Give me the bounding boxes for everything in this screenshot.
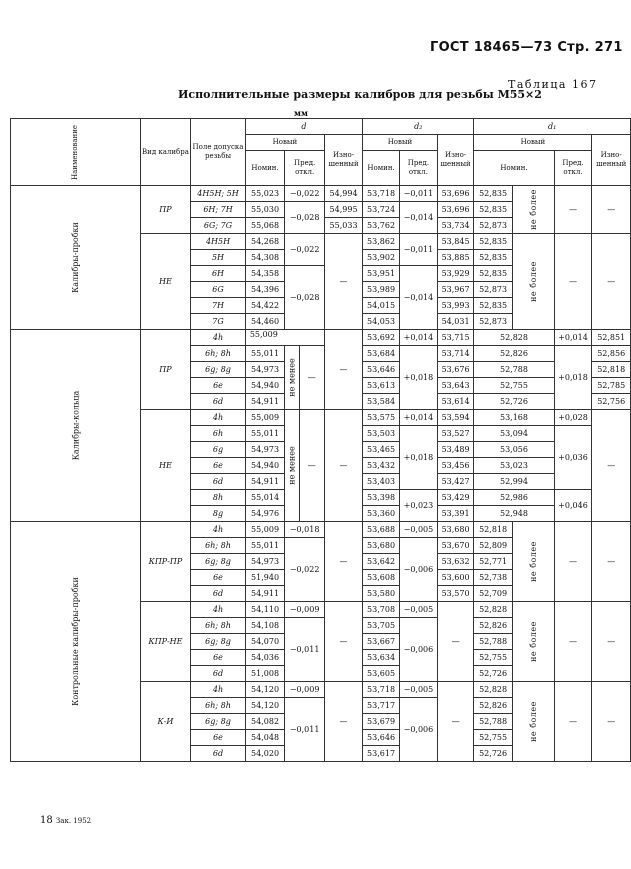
table-cell: 53,570: [437, 586, 474, 602]
table-cell: 5H: [191, 250, 246, 266]
table-cell: +0,014: [400, 330, 438, 346]
table-cell: 4h: [191, 602, 246, 618]
table-cell: −0,005: [400, 682, 438, 698]
table-cell: 7G: [191, 314, 246, 330]
table-cell: 6h: [191, 426, 246, 442]
table-cell: −0,005: [400, 522, 438, 538]
col-d-new: Новый: [245, 135, 324, 151]
table-cell: 53,600: [437, 570, 474, 586]
table-cell: 52,809: [474, 538, 512, 554]
table-cell: —: [325, 602, 363, 682]
table-cell: 52,709: [474, 586, 512, 602]
table-cell: 52,826: [474, 618, 512, 634]
table-cell: −0,028: [285, 202, 325, 234]
table-cell: 53,679: [363, 714, 400, 730]
table-cell: 4H5H; 5H: [191, 186, 246, 202]
table-cell: 52,835: [474, 234, 512, 250]
table-cell: 54,976: [245, 506, 284, 522]
table-cell: 53,605: [363, 666, 400, 682]
table-cell: 55,030: [245, 202, 284, 218]
table-cell: +0,028: [554, 410, 592, 426]
table-cell: 53,056: [474, 442, 554, 458]
col-d2-nom: Номин.: [363, 151, 400, 186]
table-cell: 53,594: [437, 410, 474, 426]
table-cell: 53,684: [363, 346, 400, 362]
table-cell: 54,422: [245, 298, 284, 314]
table-cell: 53,667: [363, 634, 400, 650]
table-cell: 51,940: [245, 570, 284, 586]
order-number: Зак. 1952: [55, 817, 92, 825]
table-cell: 54,108: [245, 618, 284, 634]
col-d1-dev: Пред. откл.: [554, 151, 592, 186]
table-cell: 52,738: [474, 570, 512, 586]
table-cell: 55,068: [245, 218, 284, 234]
table-cell: 52,835: [474, 266, 512, 282]
table-number: Таблица 167: [508, 78, 598, 91]
table-cell: 53,862: [363, 234, 400, 250]
table-cell: 53,465: [363, 442, 400, 458]
table-cell: 53,902: [363, 250, 400, 266]
table-cell: 53,734: [437, 218, 474, 234]
table-cell: −0,022: [285, 186, 325, 202]
table-cell: 54,070: [245, 634, 284, 650]
table-cell: 6H: [191, 266, 246, 282]
table-cell: 4H5H: [191, 234, 246, 250]
table-cell: 52,755: [474, 378, 554, 394]
table-cell: −0,009: [285, 682, 325, 698]
table-cell: —: [325, 234, 363, 330]
table-cell: 52,818: [592, 362, 631, 378]
table-cell: 53,993: [437, 298, 474, 314]
col-kind: Вид калибра: [140, 119, 190, 186]
table-cell: 53,642: [363, 554, 400, 570]
group-plugs: Калибры-пробки: [11, 186, 141, 330]
table-cell: −0,022: [285, 538, 325, 602]
table-cell: —: [554, 682, 592, 762]
col-d-nom: Номин.: [245, 151, 284, 186]
table-cell: 53,715: [437, 330, 474, 346]
table-cell: 53,724: [363, 202, 400, 218]
table-cell: 51,008: [245, 666, 284, 682]
table-cell: 53,427: [437, 474, 474, 490]
table-cell: −0,009: [285, 602, 325, 618]
table-cell: 55,011: [245, 426, 284, 442]
table-cell: 6d: [191, 586, 246, 602]
table-cell: 6h; 8h: [191, 346, 246, 362]
table-cell: —: [592, 234, 631, 330]
table-cell: 53,023: [474, 458, 554, 474]
table-cell: 8h: [191, 490, 246, 506]
page-number: 18: [40, 815, 53, 826]
table-cell: 54,994: [325, 186, 363, 202]
table-cell: 52,726: [474, 666, 512, 682]
table-cell: 4h: [191, 522, 246, 538]
table-cell: 52,986: [474, 490, 554, 506]
table-cell: 6h; 8h: [191, 698, 246, 714]
table-cell: 53,632: [437, 554, 474, 570]
table-cell: 52,835: [474, 298, 512, 314]
table-cell: 6h; 8h: [191, 538, 246, 554]
table-cell: 53,608: [363, 570, 400, 586]
table-cell: 53,575: [363, 410, 400, 426]
col-d-worn: Изно- шенный: [325, 135, 363, 186]
table-cell: 4h: [191, 682, 246, 698]
table-cell: 52,826: [474, 698, 512, 714]
table-cell: 54,048: [245, 730, 284, 746]
table-cell: 6e: [191, 458, 246, 474]
table-cell: —: [554, 522, 592, 602]
table-cell: 54,460: [245, 314, 284, 330]
page-footer: [40, 815, 91, 826]
col-d1-new: Новый: [474, 135, 592, 151]
table-cell: 52,873: [474, 314, 512, 330]
col-name: Наименование: [11, 119, 141, 186]
table-cell: −0,005: [400, 602, 438, 618]
table-cell: 53,503: [363, 426, 400, 442]
kind-pr-ring: ПР: [140, 330, 190, 410]
table-cell: 6g; 8g: [191, 714, 246, 730]
table-cell: 53,643: [437, 378, 474, 394]
table-cell: 53,403: [363, 474, 400, 490]
table-cell: 55,014: [245, 490, 284, 506]
table-cell: 52,856: [592, 346, 631, 362]
kind-ne-ring: НЕ: [140, 410, 190, 522]
table-cell: 53,714: [437, 346, 474, 362]
table-cell: 6g: [191, 442, 246, 458]
table-cell: 53,614: [437, 394, 474, 410]
table-cell: 52,788: [474, 634, 512, 650]
kind-pr: ПР: [140, 186, 190, 234]
table-cell: 53,432: [363, 458, 400, 474]
table-cell: 55,009: [245, 410, 284, 426]
col-d1-worn: Изно- шенный: [592, 135, 631, 186]
table-cell: 54,015: [363, 298, 400, 314]
table-cell: 52,788: [474, 714, 512, 730]
table-cell: 55,023: [245, 186, 284, 202]
table-cell: 52,726: [474, 394, 554, 410]
table-cell: −0,006: [400, 538, 438, 602]
table-cell: 53,718: [363, 186, 400, 202]
table-cell: 53,456: [437, 458, 474, 474]
table-cell: 53,680: [437, 522, 474, 538]
table-cell: 54,358: [245, 266, 284, 282]
table-cell: 54,120: [245, 682, 284, 698]
table-cell: 6d: [191, 394, 246, 410]
table-cell: −0,018: [285, 522, 325, 538]
table-cell: 53,845: [437, 234, 474, 250]
table-cell: —: [554, 186, 592, 234]
table-cell: 53,634: [363, 650, 400, 666]
table-cell: −0,011: [400, 186, 438, 202]
table-cell: 54,396: [245, 282, 284, 298]
note-not-more: не более: [512, 186, 554, 234]
table-cell: 52,818: [474, 522, 512, 538]
table-cell: —: [554, 602, 592, 682]
table-cell: 55,033: [325, 218, 363, 234]
table-cell: —: [437, 682, 474, 762]
table-cell: —: [325, 410, 363, 522]
table-cell: 53,989: [363, 282, 400, 298]
table-cell: +0,023: [400, 490, 438, 522]
table-cell: +0,014: [554, 330, 592, 346]
table-cell: 52,835: [474, 186, 512, 202]
table-cell: 53,527: [437, 426, 474, 442]
table-cell: −0,006: [400, 698, 438, 762]
table-cell: 52,788: [474, 362, 554, 378]
table-cell: 53,617: [363, 746, 400, 762]
table-cell: 4h: [191, 330, 246, 346]
table-cell: 52,835: [474, 202, 512, 218]
table-cell: 52,828: [474, 682, 512, 698]
table-cell: 53,360: [363, 506, 400, 522]
table-cell: 52,873: [474, 218, 512, 234]
table-cell: 53,708: [363, 602, 400, 618]
table-cell: 52,828: [474, 602, 512, 618]
table-cell: 6g; 8g: [191, 362, 246, 378]
kind-kpr-ne: КПР-НЕ: [140, 602, 190, 682]
table-cell: +0,018: [400, 426, 438, 490]
table-cell: 53,680: [363, 538, 400, 554]
table-cell: 6e: [191, 650, 246, 666]
table-cell: 52,755: [474, 650, 512, 666]
table-cell: 6h; 8h: [191, 618, 246, 634]
table-cell: 6d: [191, 746, 246, 762]
table-cell: 6d: [191, 666, 246, 682]
table-cell: 53,580: [363, 586, 400, 602]
table-cell: 53,429: [437, 490, 474, 506]
table-cell: 54,973: [245, 362, 284, 378]
group-control: Контрольные калибры-пробки: [11, 522, 141, 762]
table-cell: 53,688: [363, 522, 400, 538]
group-rings: Калибры-кольца: [11, 330, 141, 522]
table-cell: не более: [512, 522, 554, 602]
table-cell: 52,948: [474, 506, 554, 522]
table-cell: 55,011: [245, 538, 284, 554]
table-cell: 55,009: [245, 522, 284, 538]
table-cell: 52,755: [474, 730, 512, 746]
table-cell: 54,120: [245, 698, 284, 714]
page-header: ГОСТ 18465—73 Стр. 271: [430, 40, 623, 55]
table-cell: +0,018: [400, 346, 438, 410]
table-cell: —: [437, 602, 474, 682]
table-cell: −0,011: [285, 618, 325, 682]
table-cell: 53,613: [363, 378, 400, 394]
table-cell: 4h: [191, 410, 246, 426]
table-cell: 53,094: [474, 426, 554, 442]
table-cell: +0,014: [400, 410, 438, 426]
table-cell: не более: [512, 602, 554, 682]
table-cell: —: [592, 410, 631, 522]
table-cell: −0,011: [285, 698, 325, 762]
table-caption: Исполнительные размеры калибров для резьбы М55×2: [178, 88, 542, 101]
table-row: [11, 186, 631, 202]
table-cell: 6e: [191, 570, 246, 586]
table-cell: —: [325, 522, 363, 602]
table-cell: 53,398: [363, 490, 400, 506]
table-cell: 53,696: [437, 186, 474, 202]
table-cell: 54,911: [245, 586, 284, 602]
col-d: d: [245, 119, 362, 135]
table-cell: 53,584: [363, 394, 400, 410]
table-cell: 6H; 7H: [191, 202, 246, 218]
table-cell: 54,973: [245, 554, 284, 570]
kind-kpr-pr: КПР-ПР: [140, 522, 190, 602]
table-cell: 7H: [191, 298, 246, 314]
table-cell: 53,646: [363, 730, 400, 746]
table-cell: —: [592, 602, 631, 682]
table-cell: 53,646: [363, 362, 400, 378]
table-cell: не менее —: [285, 346, 325, 410]
table-cell: +0,018: [554, 346, 592, 410]
table-cell: не более: [512, 682, 554, 762]
table-cell: 54,911: [245, 474, 284, 490]
table-cell: 6d: [191, 474, 246, 490]
table-cell: 53,391: [437, 506, 474, 522]
table-cell: 53,718: [363, 682, 400, 698]
table-cell: 54,031: [437, 314, 474, 330]
table-cell: +0,046: [554, 490, 592, 522]
table-cell: 53,762: [363, 218, 400, 234]
table-cell: −0,022: [285, 234, 325, 266]
col-tolerance: Поле допуска резьбы: [191, 119, 246, 186]
table-cell: 52,873: [474, 282, 512, 298]
table-cell: 52,851: [592, 330, 631, 346]
table-cell: 6G: [191, 282, 246, 298]
table-cell: 54,995: [325, 202, 363, 218]
col-d2: d₂: [363, 119, 474, 135]
table-cell: не менее —: [285, 410, 325, 522]
kind-ne: НЕ: [140, 234, 190, 330]
table-cell: 55,011: [245, 346, 284, 362]
table-cell: 52,826: [474, 346, 554, 362]
units-label: мм: [294, 108, 308, 118]
table-cell: 54,082: [245, 714, 284, 730]
col-d2-new: Новый: [363, 135, 438, 151]
col-d1-nom: Номин.: [474, 151, 554, 186]
table-cell: 53,696: [437, 202, 474, 218]
table-cell: —: [325, 682, 363, 762]
table-cell: 54,940: [245, 458, 284, 474]
table-cell: 53,929: [437, 266, 474, 282]
data-table: [10, 118, 631, 762]
table-cell: 53,168: [474, 410, 554, 426]
col-d2-dev: Пред. откл.: [400, 151, 438, 186]
table-cell: 54,053: [363, 314, 400, 330]
table-cell: 54,911: [245, 394, 284, 410]
table-cell: —: [592, 522, 631, 602]
table-cell: 53,705: [363, 618, 400, 634]
table-cell: 6e: [191, 730, 246, 746]
table-cell: —: [325, 330, 363, 410]
table-cell: −0,014: [400, 266, 438, 330]
table-cell: 52,726: [474, 746, 512, 762]
table-cell: 6e: [191, 378, 246, 394]
table-cell: не более: [512, 234, 554, 330]
table-cell: 53,951: [363, 266, 400, 282]
table-cell: 6G; 7G: [191, 218, 246, 234]
table-cell: 54,036: [245, 650, 284, 666]
table-row: [11, 522, 631, 538]
table-cell: 54,940: [245, 378, 284, 394]
table-cell: 53,676: [437, 362, 474, 378]
table-cell: 52,828: [474, 330, 554, 346]
table-cell: 52,994: [474, 474, 554, 490]
table-cell: 53,967: [437, 282, 474, 298]
table-cell: 55,009: [245, 330, 324, 346]
table-cell: —: [592, 186, 631, 234]
col-d-dev: Пред. откл.: [285, 151, 325, 186]
table-cell: 52,756: [592, 394, 631, 410]
col-d2-worn: Изно- шенный: [437, 135, 474, 186]
table-cell: 6g; 8g: [191, 554, 246, 570]
table-cell: 53,692: [363, 330, 400, 346]
table-row: [11, 330, 631, 346]
table-cell: −0,014: [400, 202, 438, 234]
table-cell: −0,006: [400, 618, 438, 682]
table-cell: −0,011: [400, 234, 438, 266]
table-cell: 54,973: [245, 442, 284, 458]
table-cell: 53,489: [437, 442, 474, 458]
table-cell: 53,670: [437, 538, 474, 554]
table-cell: 52,785: [592, 378, 631, 394]
table-cell: —: [592, 682, 631, 762]
table-cell: 53,885: [437, 250, 474, 266]
table-cell: 54,020: [245, 746, 284, 762]
table-cell: 54,308: [245, 250, 284, 266]
col-d1: d₁: [474, 119, 631, 135]
table-cell: —: [554, 234, 592, 330]
table-cell: 54,110: [245, 602, 284, 618]
table-cell: −0,028: [285, 266, 325, 330]
table-cell: 52,835: [474, 250, 512, 266]
table-cell: 53,717: [363, 698, 400, 714]
table-cell: 6g; 8g: [191, 634, 246, 650]
table-cell: 54,268: [245, 234, 284, 250]
table-cell: +0,036: [554, 426, 592, 490]
kind-k-i: К-И: [140, 682, 190, 762]
table-cell: 52,771: [474, 554, 512, 570]
table-cell: 8g: [191, 506, 246, 522]
